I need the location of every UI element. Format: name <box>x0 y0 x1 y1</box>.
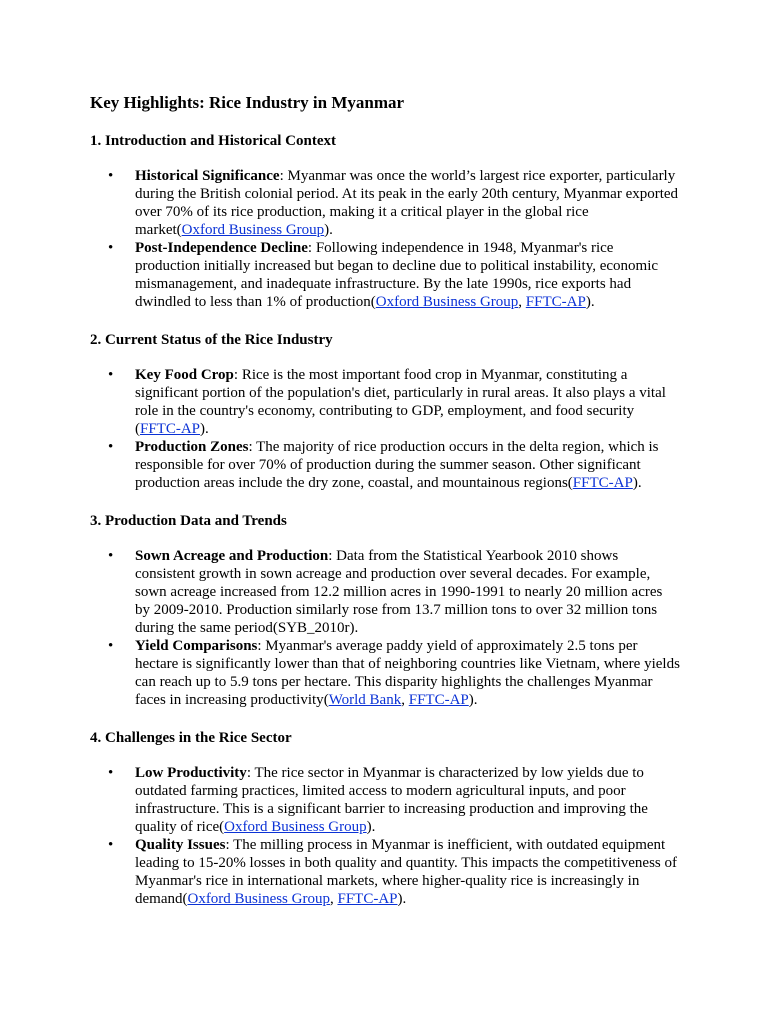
source-link[interactable]: Oxford Business Group <box>375 294 519 310</box>
section-3 <box>90 511 680 709</box>
source-link[interactable]: Oxford Business Group <box>187 891 330 907</box>
bullet-item <box>135 167 680 239</box>
bullet-term: Sown Acreage and Production <box>135 548 329 564</box>
citation-close: ). <box>200 421 209 437</box>
citation-close: ). <box>397 891 407 907</box>
section-heading: 4. Challenges in the Rice Sector <box>90 730 292 746</box>
document-body <box>90 131 680 908</box>
citation-close: ). <box>585 294 595 310</box>
source-link[interactable]: FFTC-AP <box>408 692 469 708</box>
bullet-text: : The rice sector in Myanmar is characterized by low yields due to outdated farming practices, limited access to modern agricultural inputs, and poor infrastructure. This is a significant barrier to increasing production and improving the quality of rice <box>135 765 648 835</box>
citation-open: ( <box>567 475 573 491</box>
citation-open: ( <box>182 891 188 907</box>
bullet-item <box>135 637 680 709</box>
citation-separator: , <box>401 692 409 708</box>
bullet-text: : Myanmar's average paddy yield of approximately 2.5 tons per hectare is significantly lower than that of neighboring countries like Vietnam, where yields can reach up to 5.9 tons per hectare. This disparity highlights the challenges Myanmar faces in increasing productivity <box>135 638 680 708</box>
citation-separator: , <box>518 294 526 310</box>
bullet-text: : The majority of rice production occurs in the delta region, which is responsible for over 70% of production during the summer season. Other significant production areas include the dry zone, coastal, and mountainous regions <box>135 439 659 491</box>
citation-open: ( <box>219 819 225 835</box>
source-link[interactable]: FFTC-AP <box>140 421 201 437</box>
citation-close: ). <box>468 692 478 708</box>
citation-open: ( <box>323 692 329 708</box>
citation-open: ( <box>370 294 376 310</box>
source-link[interactable]: Oxford Business Group <box>224 819 367 835</box>
bullet-item <box>135 438 680 492</box>
bullet-term: Historical Significance <box>135 168 280 184</box>
bullet-term: Post-Independence Decline <box>135 240 308 256</box>
bullet-text: : The milling process in Myanmar is inefficient, with outdated equipment leading to 15-20% losses in both quality and quantity. This impacts the competitiveness of Myanmar's rice in international markets, where higher-quality rice is increasingly in demand <box>135 837 677 907</box>
citation-separator: , <box>329 891 338 907</box>
section-2 <box>90 330 680 492</box>
section-heading: 3. Production Data and Trends <box>90 513 287 529</box>
bullet-term: Quality Issues <box>135 837 226 853</box>
source-link[interactable]: FFTC-AP <box>525 294 586 310</box>
citation-close: ). <box>324 222 333 238</box>
document-title: Key Highlights: Rice Industry in Myanmar <box>90 93 405 112</box>
source-link[interactable]: Oxford Business Group <box>181 222 325 238</box>
citation-close: ). <box>632 475 642 491</box>
bullet-text: : Myanmar was once the world’s largest rice exporter, particularly during the British colonial period. At its peak in the early 20th century, Myanmar exported over 70% of its rice production, making it a critical player in the global rice market <box>135 168 679 238</box>
bullet-item <box>135 366 680 438</box>
bullet-item <box>135 547 680 637</box>
citation-open: ( <box>176 222 182 238</box>
section-1 <box>90 131 680 311</box>
bullet-term: Key Food Crop <box>135 367 234 383</box>
source-link[interactable]: World Bank <box>328 692 402 708</box>
document-page <box>90 92 680 927</box>
bullet-item <box>135 239 680 311</box>
bullet-term: Low Productivity <box>135 765 247 781</box>
citation-close: ). <box>366 819 376 835</box>
bullet-item <box>135 764 680 836</box>
section-4 <box>90 728 680 908</box>
bullet-list <box>90 366 680 492</box>
section-heading: 2. Current Status of the Rice Industry <box>90 332 333 348</box>
section-heading: 1. Introduction and Historical Context <box>90 133 336 149</box>
bullet-term: Yield Comparisons <box>135 638 258 654</box>
citation-open: ( <box>135 421 140 437</box>
bullet-text: : Data from the Statistical Yearbook 2010 shows consistent growth in sown acreage and production over several decades. For example, sown acreage increased from 12.2 million acres in 1990-1991 to nearly 20 million acres by 2009-2010. Production similarly rose from 13.7 million tons to over 32 million tons during the same period(SYB_2010r). <box>135 548 663 636</box>
bullet-list <box>90 167 680 311</box>
bullet-item <box>135 836 680 908</box>
bullet-text: : Following independence in 1948, Myanmar's rice production initially increased but began to decline due to political instability, economic mismanagement, and inadequate infrastructure. By the late 1990s, rice exports had dwindled to less than 1% of production <box>135 240 659 310</box>
bullet-text: : Rice is the most important food crop in Myanmar, constituting a significant portion of the population's diet, particularly in rural areas. It also plays a vital role in the country's economy, contributing to GDP, employment, and food security <box>135 367 666 419</box>
bullet-list <box>90 764 680 908</box>
source-link[interactable]: FFTC-AP <box>337 891 398 907</box>
bullet-term: Production Zones <box>135 439 249 455</box>
source-link[interactable]: FFTC-AP <box>572 475 633 491</box>
bullet-list <box>90 547 680 709</box>
